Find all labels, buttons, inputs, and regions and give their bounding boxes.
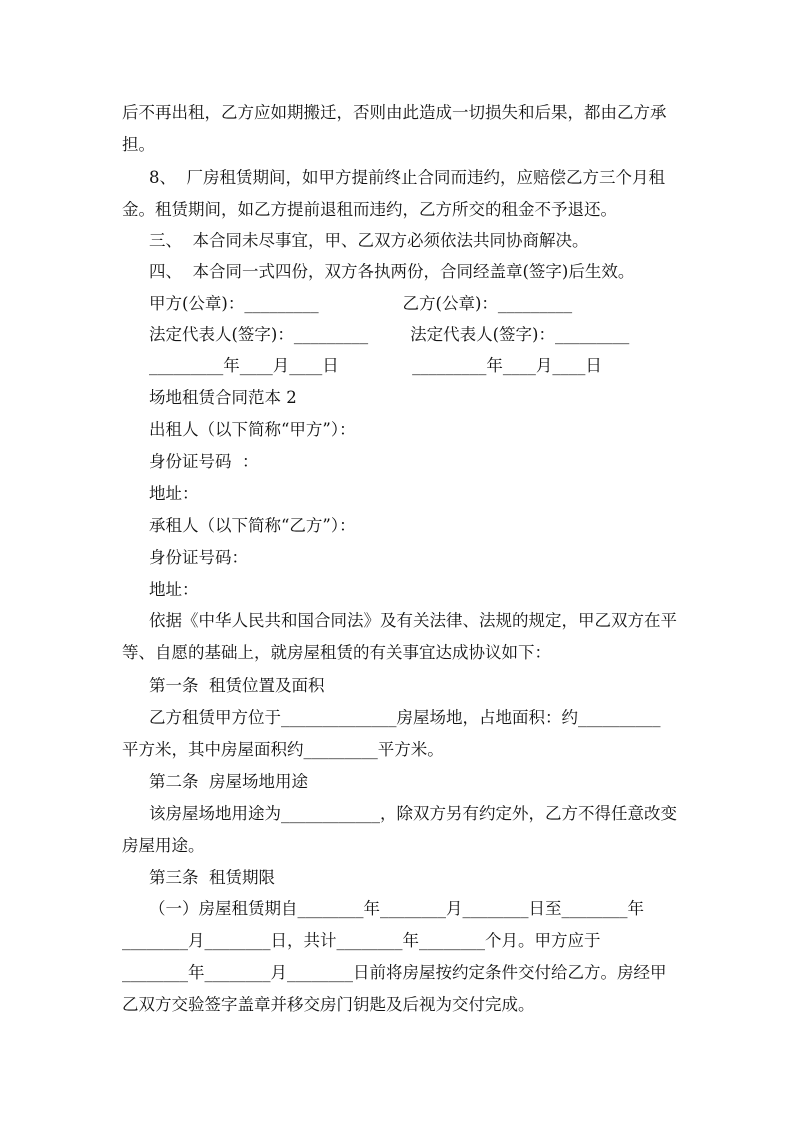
text-line: 承租人（以下简称“乙方”）： [149,516,356,535]
text-line: 后不再出租，乙方应如期搬迁，否则由此造成一切损失和后果，都由乙方承 [122,103,667,122]
signature-line: 甲方(公章)：_________ 乙方(公章)：_________ [149,294,573,313]
text-line: 担。 [122,135,155,154]
text-line: 三、 本合同未尽事宜，甲、乙双方必须依法共同协商解决。 [149,231,589,250]
text-line: 身份证号码 ： [149,452,259,471]
text-line: 依据《中华人民共和国合同法》及有关法律、法规的规定，甲乙双方在平 [149,611,677,630]
text-line: 地址： [149,484,199,503]
text-line: 乙方租赁甲方位于______________房屋场地，占地面积：约__________ [149,708,661,727]
text-line: 乙双方交验签字盖章并移交房门钥匙及后视为交付完成。 [122,995,535,1014]
date-line: _________年____月____日 _________年____月____日 [149,356,602,375]
article-heading: 第二条 房屋场地用途 [149,772,308,791]
text-line: 平方米，其中房屋面积约_________平方米。 [122,740,444,759]
text-line: 出租人（以下简称“甲方”）： [149,420,356,439]
text-line: 8、 厂房租赁期间，如甲方提前终止合同而违约，应赔偿乙方三个月租 [149,168,665,187]
text-line: 地址： [149,580,199,599]
article-heading: 第一条 租赁位置及面积 [149,676,325,695]
article-heading: 第三条 租赁期限 [149,868,275,887]
text-line: ________年________月________日前将房屋按约定条件交付给乙方。房经甲 [122,963,667,982]
signature-line: 法定代表人(签字)：_________ 法定代表人(签字)：_________ [149,325,630,344]
section-title: 场地租赁合同范本 2 [149,388,297,407]
text-line: 房屋用途。 [122,836,205,855]
text-line: 该房屋场地用途为____________，除双方另有约定外，乙方不得任意改变 [149,804,677,823]
text-line: 等、自愿的基础上，就房屋租赁的有关事宜达成协议如下： [122,643,551,662]
text-line: 身份证号码： [149,548,248,567]
text-line: 金。租赁期间，如乙方提前退租而违约，乙方所交的租金不予退还。 [122,200,617,219]
text-line: （一）房屋租赁期自________年________月________日至________年 [149,899,644,918]
text-line: ________月________日，共计________年________个月。甲方应于 [122,931,601,950]
text-line: 四、 本合同一式四份，双方各执两份，合同经盖章(签字)后生效。 [149,262,635,281]
